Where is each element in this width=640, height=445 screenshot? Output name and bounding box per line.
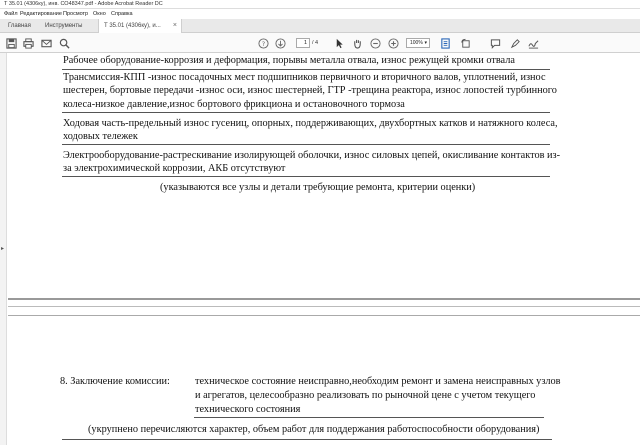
tab-tools[interactable]	[40, 19, 92, 33]
doc-line: Электрооборудование-растрескивание изолирующей оболочки, износ силовых цепей, окисливание контактов из-	[63, 150, 561, 161]
caption-parts: (указываются все узлы и детали требующие ремонта, критерии оценки)	[160, 182, 476, 193]
rotate-icon[interactable]	[460, 38, 471, 49]
help-icon[interactable]	[258, 38, 269, 49]
doc-line: Ходовая часть-предельный износ гусениц, опорных, поддерживающих, двухбортных катков и натяжного колеса,	[63, 118, 558, 129]
doc-line: шестерен, бортовые передачи -износ оси, износ шестерней, ГТР -трещина реактора, износ лопостей турбинного	[63, 85, 557, 96]
comment-icon[interactable]	[490, 38, 501, 49]
page-break	[8, 298, 640, 307]
tab-document-label: Т 35.01 (4306ку), и...	[104, 23, 161, 29]
conclusion-line: техническое состояние неисправно,необходим ремонт и замена неисправных узлов	[195, 376, 561, 387]
menu-file[interactable]: Файл	[4, 11, 18, 17]
menu-help[interactable]: Справка	[111, 11, 133, 17]
underline	[62, 176, 550, 177]
menu-bar	[0, 9, 640, 19]
conclusion-line: технического состояния	[195, 404, 301, 415]
save-icon[interactable]	[6, 38, 17, 49]
hand-tool-icon[interactable]	[352, 38, 363, 49]
tab-home-label: Главная	[8, 23, 31, 29]
zoom-level-value: 100%	[410, 40, 423, 46]
svg-text:?: ?	[261, 39, 266, 48]
left-panel-strip[interactable]	[0, 53, 7, 445]
caption-conclusion: (укрупнено перечисляются характер, объем работ для поддержания работоспособности оборудования)	[88, 424, 540, 435]
chevron-down-icon: ▾	[424, 40, 427, 46]
doc-line: колеса-низкое давление,износ бортового фрикциона и остановочного тормоза	[63, 99, 405, 110]
toolbar	[0, 33, 640, 53]
tab-document[interactable]	[98, 19, 182, 34]
print-icon[interactable]	[23, 38, 34, 49]
zoom-in-icon[interactable]	[388, 38, 399, 49]
doc-line: Трансмиссия-КПП -износ посадочных мест подшипников первичного и вторичного валов, уплотнений, износ	[63, 72, 546, 83]
document-view[interactable]	[8, 53, 640, 445]
highlight-pen-icon[interactable]	[510, 38, 521, 49]
underline	[62, 112, 550, 113]
tab-bar	[0, 19, 640, 33]
tab-tools-label: Инструменты	[45, 23, 83, 29]
section-label: 8. Заключение комиссии:	[60, 376, 170, 387]
page-separator	[8, 315, 640, 316]
underline	[62, 69, 550, 70]
doc-line: Рабочее оборудование-коррозия и деформация, порывы металла отвала, износ режущей кромки отвала	[63, 55, 515, 66]
tab-home[interactable]	[3, 19, 39, 33]
email-icon[interactable]	[41, 38, 52, 49]
menu-edit[interactable]: Редактирование	[20, 11, 62, 17]
search-icon[interactable]	[59, 38, 70, 49]
download-arrow-icon[interactable]	[275, 38, 286, 49]
doc-line: ходовых тележек	[63, 131, 138, 142]
underline	[62, 439, 552, 440]
close-icon[interactable]: ×	[172, 22, 177, 29]
page-total: / 4	[312, 40, 319, 46]
sign-icon[interactable]	[528, 38, 539, 49]
underline	[62, 144, 550, 145]
window-titlebar	[0, 0, 640, 9]
doc-line: за электрохимической коррозии, АКБ отсутствуют	[63, 163, 286, 174]
cursor-select-icon[interactable]	[334, 38, 345, 49]
conclusion-line: и агрегатов, целесообразно реализовать по рыночной цене с учетом текущего	[195, 390, 536, 401]
fit-page-icon[interactable]	[440, 38, 451, 49]
underline	[194, 417, 544, 418]
zoom-out-icon[interactable]	[370, 38, 381, 49]
window-title: Т 35.01 (4306ку), инв. СО48347.pdf - Adobe Acrobat Reader DC	[4, 1, 163, 7]
page-number-input[interactable]: 1	[296, 38, 310, 48]
expand-panel-icon[interactable]: ▸	[1, 246, 5, 252]
menu-view[interactable]: Просмотр	[63, 11, 89, 17]
zoom-level-select[interactable]	[406, 38, 430, 48]
menu-window[interactable]: Окно	[93, 11, 106, 17]
